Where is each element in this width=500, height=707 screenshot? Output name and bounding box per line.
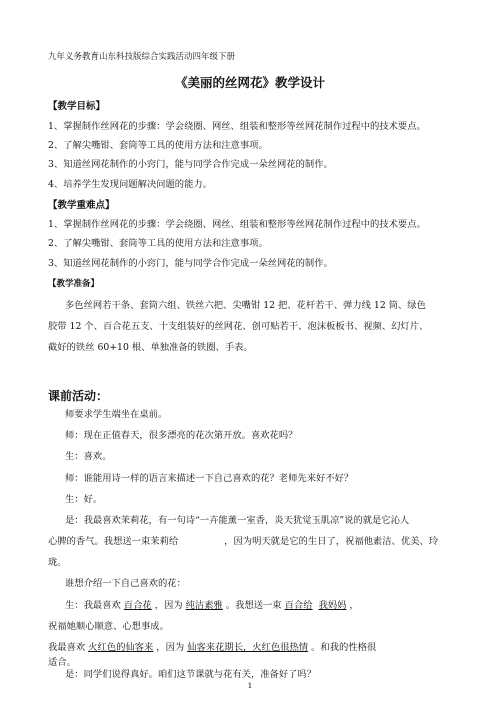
filled-blank: 百合花 [123, 600, 152, 611]
dialogue-line: 师：谁能用诗一样的语言来描述一下自己喜欢的花？老师先来好不好？ [65, 473, 354, 484]
dialogue-line: 珑。 [48, 557, 67, 568]
objectives-heading: 【教学目标】 [48, 101, 106, 112]
filled-blank: 百合给 [284, 600, 313, 611]
dialogue-line: 师：现在正值春天，很多漂亮的花次第开放。喜欢花吗？ [65, 430, 298, 441]
objective-item: 4、培养学生发现问题解决问题的能力。 [48, 179, 212, 190]
activity-heading: 课前活动： [48, 389, 109, 403]
objective-item: 1、掌握制作丝网花的步骤：学会绕圈、网丝、组装和整形等丝网花制作过程中的技术要点。 [48, 121, 426, 132]
objective-item: 2、了解尖嘴钳、套筒等工具的使用方法和注意事项。 [48, 140, 268, 151]
dialogue-line: 是：同学们说得真好。咱们这节课就与花有关，准备好了吗？ [65, 669, 317, 680]
key-point-item: 1、掌握制作丝网花的步骤：学会绕圈、网丝、组装和整形等丝网花制作过程中的技术要点。 [48, 219, 426, 230]
page-number: 1 [247, 681, 253, 690]
dialogue-line: 谁想介绍一下自己喜欢的花： [65, 578, 186, 589]
preparation-heading: 【教学准备】 [48, 279, 100, 289]
dialogue-line: 适合。 [48, 657, 76, 668]
filled-blank: 我妈妈 [318, 600, 347, 611]
page-title: 《美丽的丝网花》教学设计 [174, 75, 325, 90]
preparation-line: 多色丝网若干条、套筒六组、铁丝六把、尖嘴钳 12 把、花杆若干、弹力线 12 筒、绿色 [65, 300, 426, 311]
header-note: 九年义务教育山东科技版综合实践活动四年级下册 [48, 52, 236, 62]
dialogue-line: 生：好。 [65, 494, 103, 505]
dialogue-line: 我最喜欢 火红色的仙客来 ，因为 仙客来花期长，火红色很热情 。和我的性格很 [48, 642, 377, 653]
dialogue-line: 心脾的香气。我想送一束茉莉给 ，因为明天就是它的生日了，祝福他素洁、优美、玲 [48, 536, 439, 547]
filled-blank: 火红色的仙客来 [88, 642, 154, 653]
preparation-line: 胶带 12 个、百合花五支、十支组装好的丝网花、创可贴若干、泡沫板板书、视频、幻灯片、 [48, 321, 429, 332]
objective-item: 3、知道丝网花制作的小窍门，能与同学合作完成一朵丝网花的制作。 [48, 159, 333, 170]
key-point-item: 3、知道丝网花制作的小窍门，能与同学合作完成一朵丝网花的制作。 [48, 258, 333, 269]
preparation-line: 截好的铁丝 60+10 根、单独准备的铁圈、手表。 [48, 342, 253, 353]
dialogue-line: 祝福她顺心顺意、心想事成。 [48, 621, 169, 632]
key-points-heading: 【教学重难点】 [48, 200, 115, 211]
key-point-item: 2、了解尖嘴钳、套筒等工具的使用方法和注意事项。 [48, 238, 268, 249]
dialogue-line: 师要求学生端坐在桌前。 [65, 409, 168, 420]
filled-blank: 仙客来花期长，火红色很热情 [187, 642, 309, 653]
dialogue-line: 生：我最喜欢 百合花 ，因为 纯洁素雅 。我想送一束 百合给 我妈妈 ， [65, 600, 359, 611]
dialogue-line: 是：我最喜欢茉莉花，有一句诗“一卉能薰一室香，炎天犹觉玉肌凉”说的就是它沁人 [65, 515, 410, 526]
filled-blank: 纯洁素雅 [185, 600, 223, 611]
dialogue-line: 生：喜欢。 [65, 451, 112, 462]
